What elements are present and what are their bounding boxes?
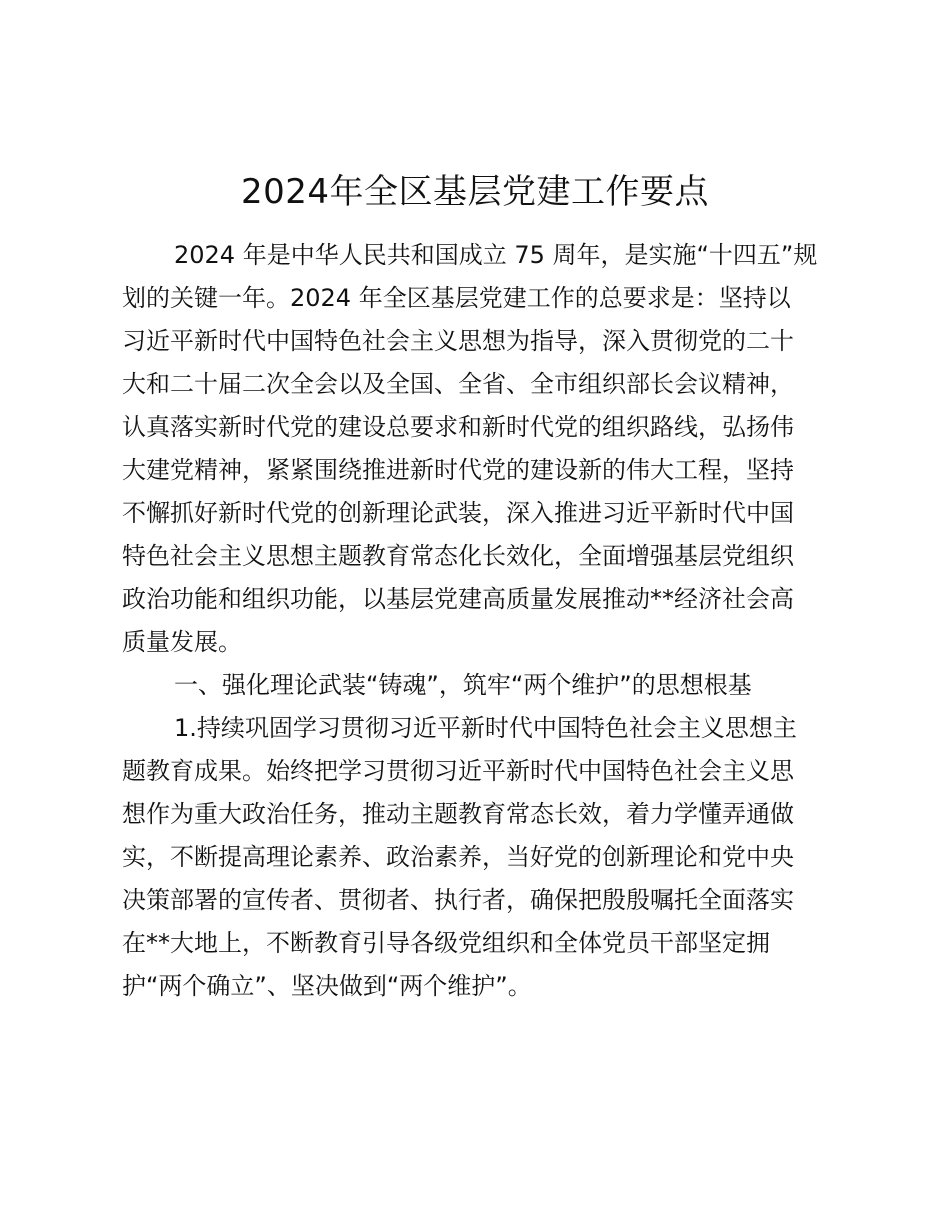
document-title: 2024年全区基层党建工作要点: [240, 172, 710, 212]
item-line: 题教育成果。始终把学习贯彻习近平新时代中国特色社会主义思: [122, 757, 794, 785]
item-line: 决策部署的宣传者、贯彻者、执行者，确保把殷殷嘱托全面落实: [122, 886, 794, 914]
item-line: 护“两个确立”、坚决做到“两个维护”。: [122, 972, 532, 1000]
intro-line: 不懈抓好新时代党的创新理论武装，深入推进习近平新时代中国: [122, 499, 794, 527]
intro-line: 特色社会主义思想主题教育常态化长效化，全面增强基层党组织: [122, 542, 794, 570]
item-line: 实，不断提高理论素养、政治素养，当好党的创新理论和党中央: [122, 843, 794, 871]
document-body: [122, 234, 832, 1008]
intro-line: 大建党精神，紧紧围绕推进新时代党的建设新的伟大工程，坚持: [122, 456, 794, 484]
intro-line: 认真落实新时代党的建设总要求和新时代党的组织路线，弘扬伟: [122, 413, 794, 441]
intro-line: 质量发展。: [122, 628, 242, 656]
intro-line: 大和二十届二次全会以及全国、全省、全市组织部长会议精神，: [122, 370, 794, 398]
intro-line: 划的关键一年。2024 年全区基层党建工作的总要求是：坚持以: [122, 284, 791, 312]
intro-line: 习近平新时代中国特色社会主义思想为指导，深入贯彻党的二十: [122, 327, 794, 355]
item-line: 在**大地上，不断教育引导各级党组织和全体党员干部坚定拥: [122, 929, 770, 957]
item-line: 1.持续巩固学习贯彻习近平新时代中国特色社会主义思想主: [174, 714, 797, 742]
item-line: 想作为重大政治任务，推动主题教育常态长效，着力学懂弄通做: [122, 800, 794, 828]
intro-line: 政治功能和组织功能，以基层党建高质量发展推动**经济社会高: [122, 585, 794, 613]
section-heading: 一、强化理论武装“铸魂”，筑牢“两个维护”的思想根基: [174, 671, 752, 699]
intro-line: 2024 年是中华人民共和国成立 75 周年，是实施“十四五”规: [174, 241, 818, 269]
